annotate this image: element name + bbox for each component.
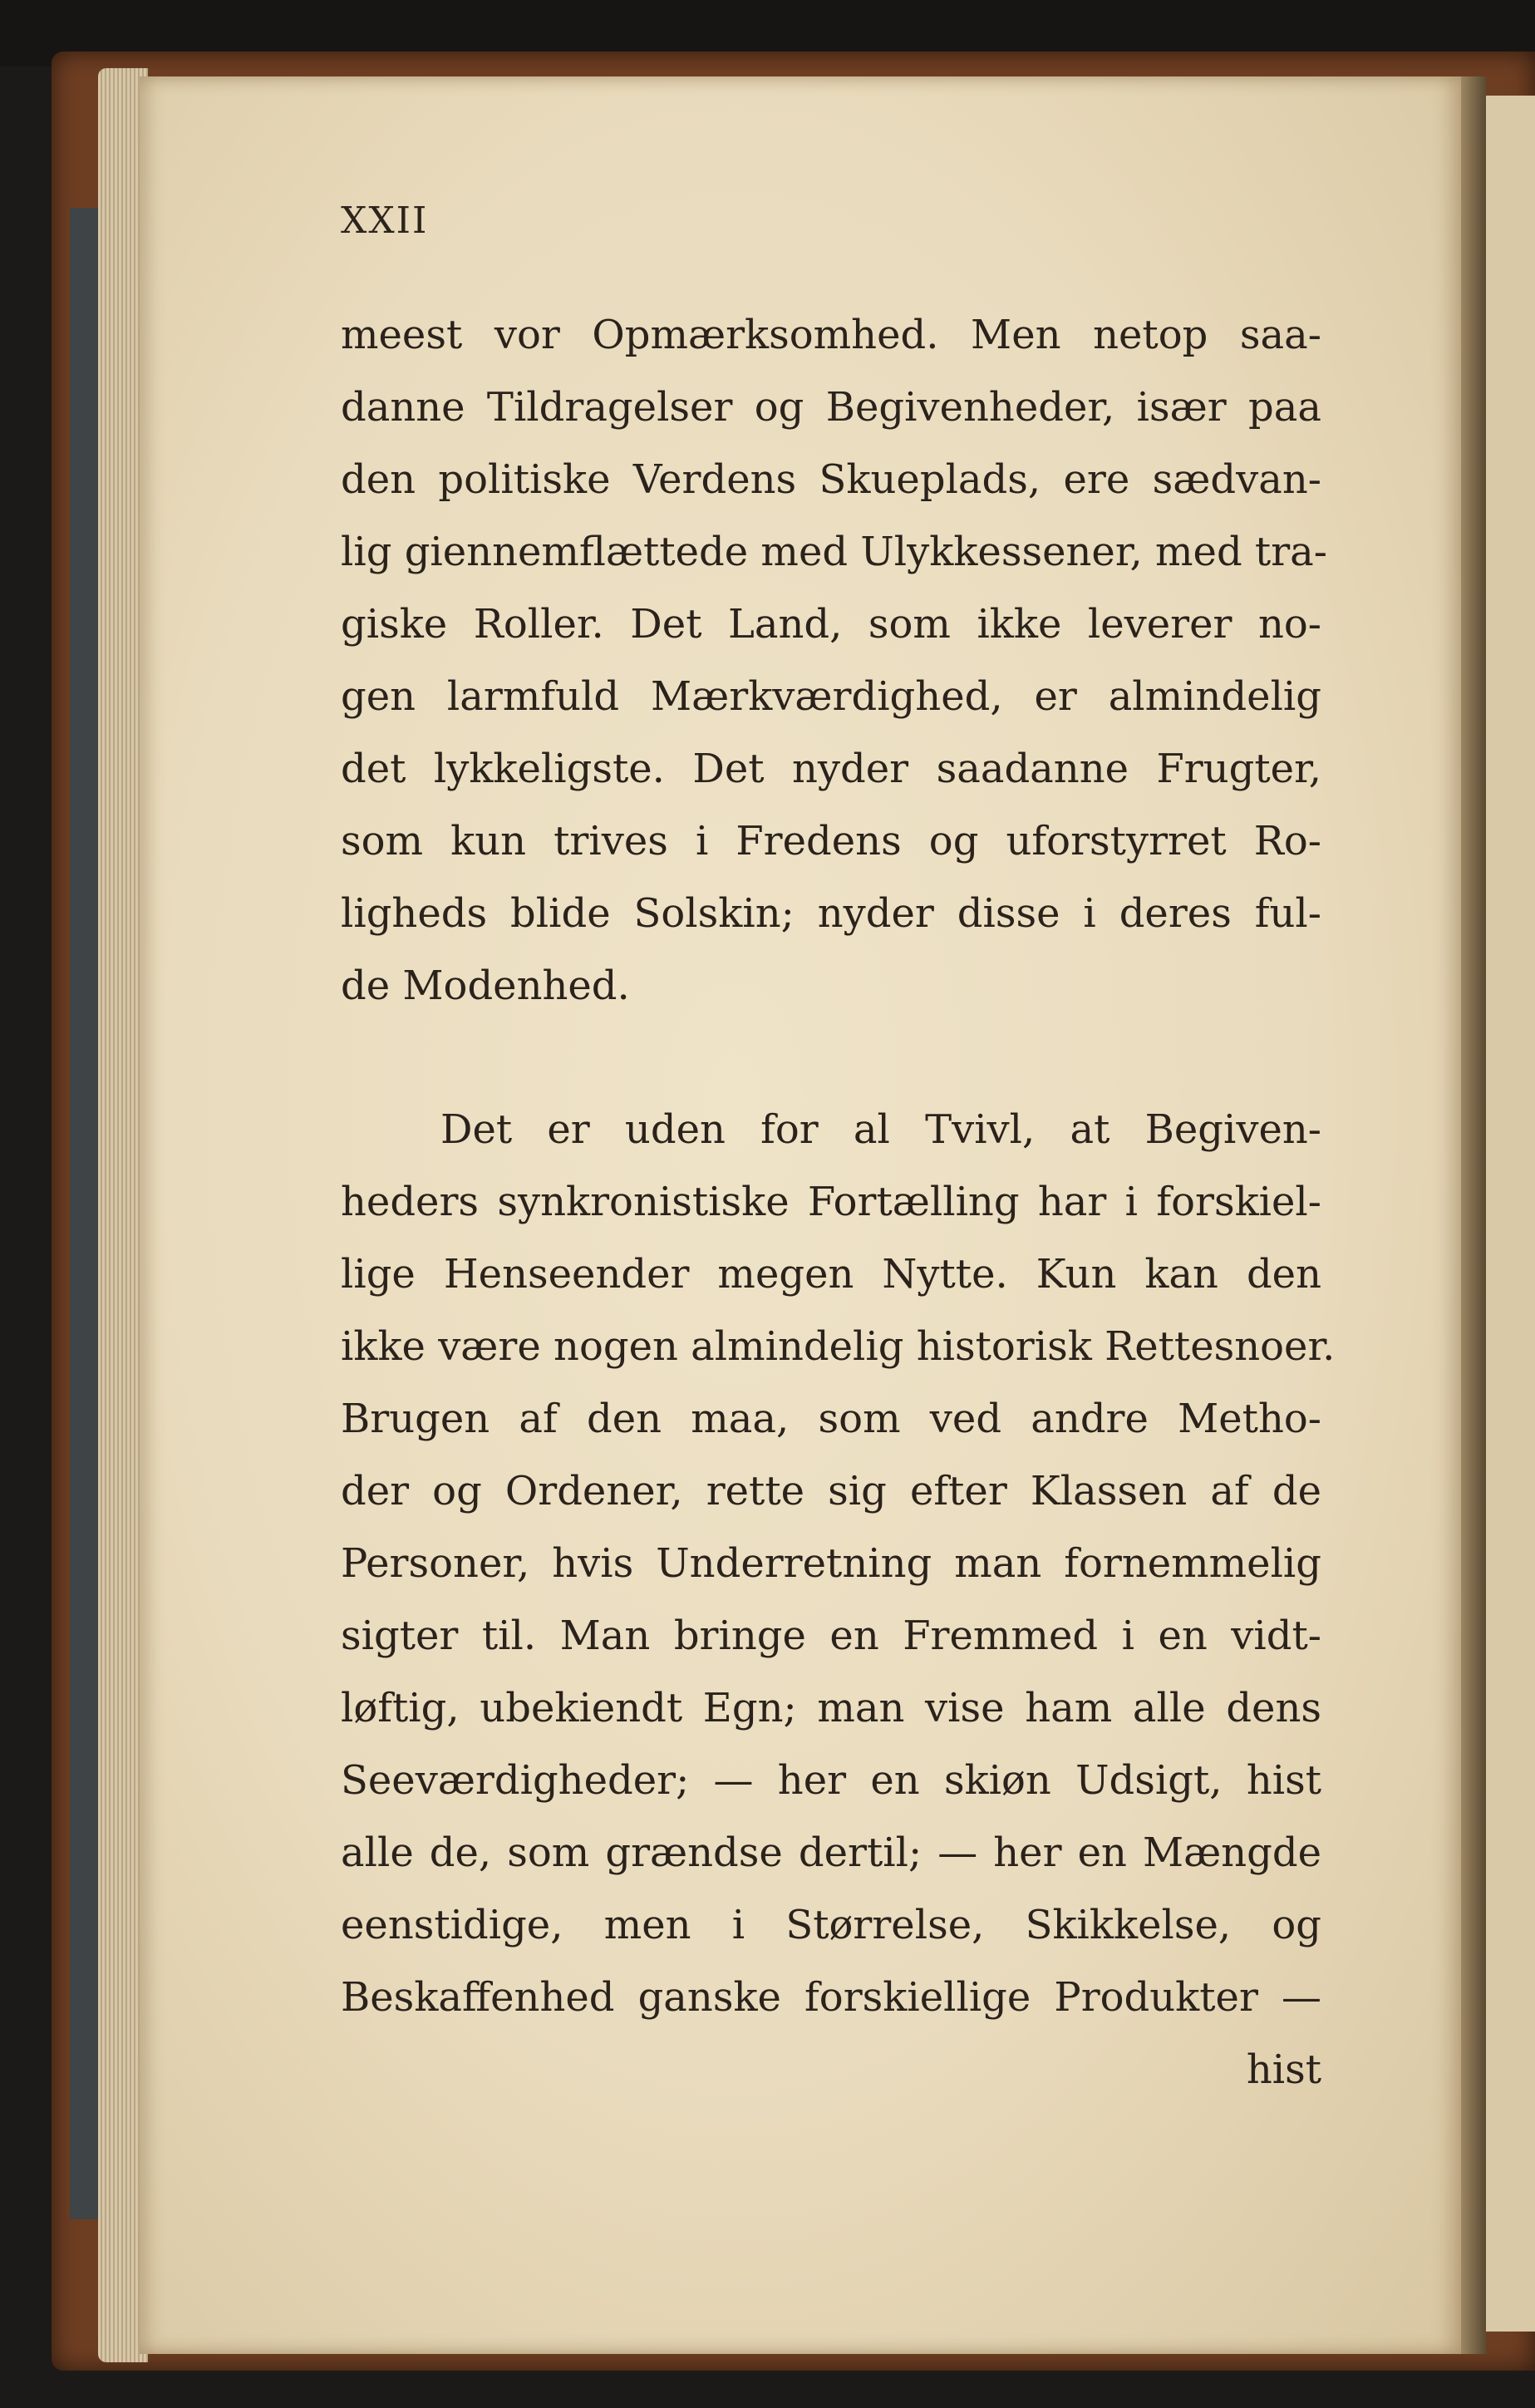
text-line: sigter til. Man bringe en Fremmed i en vidt- — [341, 1613, 1321, 1659]
text-line: de Modenhed. — [341, 963, 630, 1009]
text-line: den politiske Verdens Skueplads, ere sædvan- — [341, 456, 1321, 503]
text-line: det lykkeligste. Det nyder saadanne Frugter, — [341, 746, 1321, 792]
page-text — [341, 299, 1336, 2106]
cover-inner-board — [70, 208, 98, 2219]
text-line: som kun trives i Fredens og uforstyrret Ro- — [341, 818, 1321, 864]
text-line: løftig, ubekiendt Egn; man vise ham alle dens — [341, 1685, 1321, 1731]
page-number: XXII — [341, 199, 429, 242]
text-line: Personer, hvis Underretning man fornemmelig — [341, 1540, 1321, 1587]
paragraph-gap — [341, 1022, 1321, 1094]
text-line: alle de, som grændse dertil; — her en Mængde — [341, 1829, 1321, 1876]
facing-page-edge — [1486, 96, 1535, 2332]
text-line: Beskaffenhed ganske forskiellige Produkter — — [341, 1974, 1321, 2021]
text-line: der og Ordener, rette sig efter Klassen af de — [341, 1468, 1321, 1514]
text-line: giske Roller. Det Land, som ikke leverer no- — [341, 601, 1321, 648]
text-line: danne Tildragelser og Begivenheder, især paa — [341, 384, 1321, 431]
text-line: meest vor Opmærksomhed. Men netop saa- — [341, 312, 1321, 358]
text-line: gen larmfuld Mærkværdighed, er almindelig — [341, 673, 1321, 720]
page-gutter — [1461, 76, 1486, 2354]
text-line: ikke være nogen almindelig historisk Rettesnoer. — [341, 1323, 1336, 1370]
text-line: ligheds blide Solskin; nyder disse i deres ful- — [341, 890, 1321, 937]
text-line: eenstidige, men i Størrelse, Skikkelse, og — [341, 1902, 1321, 1948]
text-line: Brugen af den maa, som ved andre Metho- — [341, 1396, 1321, 1442]
text-line: Seeværdigheder; — her en skiøn Udsigt, hist — [341, 1757, 1321, 1804]
text-line: Det er uden for al Tvivl, at Begiven- — [440, 1106, 1321, 1153]
text-line: heders synkronistiske Fortælling har i forskiel- — [341, 1179, 1321, 1225]
text-line: lig giennemflættede med Ulykkessener, med tra- — [341, 529, 1327, 575]
catchword: hist — [1246, 2046, 1321, 2093]
text-line: lige Henseender megen Nytte. Kun kan den — [341, 1251, 1321, 1298]
